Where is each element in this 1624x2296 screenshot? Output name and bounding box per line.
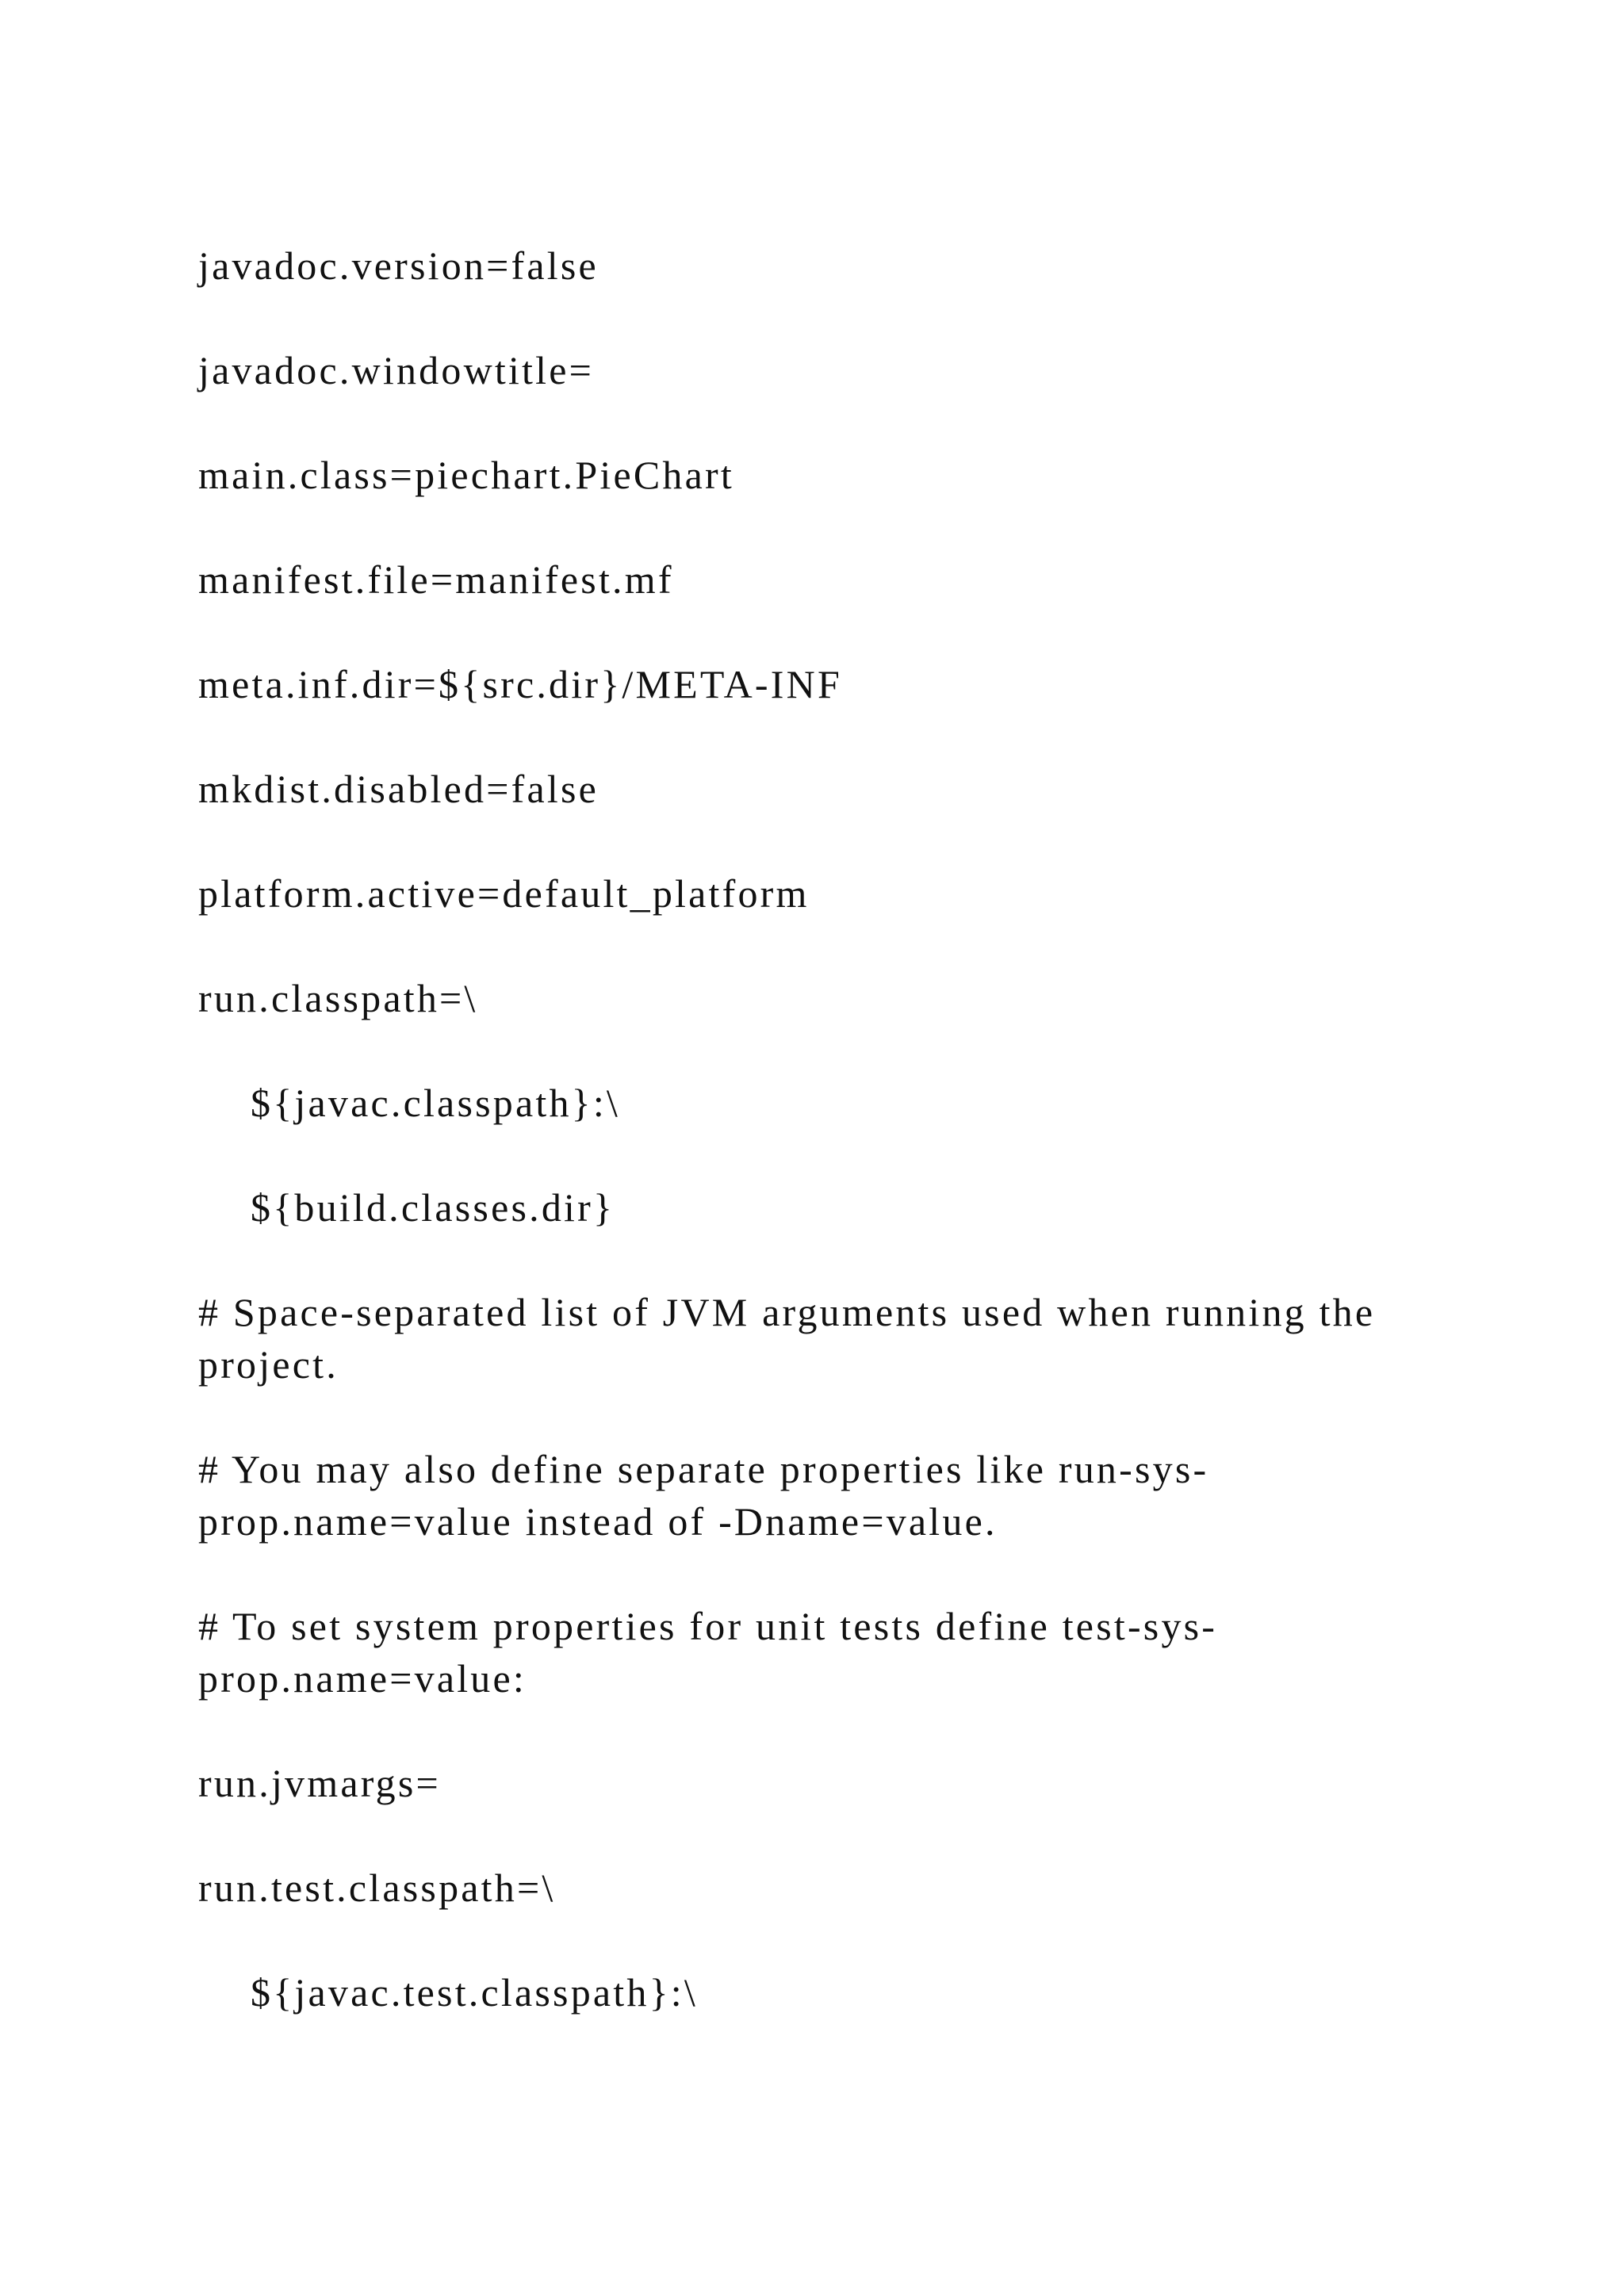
property-line: run.test.classpath=\ <box>198 1866 556 1910</box>
property-line: main.class=piechart.PieChart <box>198 453 734 497</box>
property-line: meta.inf.dir=${src.dir}/META-INF <box>198 662 842 706</box>
property-line: platform.active=default_platform <box>198 871 810 916</box>
property-continuation-line: ${javac.classpath}:\ <box>251 1081 621 1125</box>
property-continuation-line: ${build.classes.dir} <box>251 1185 615 1230</box>
property-line: javadoc.version=false <box>198 243 599 288</box>
comment-line: # You may also define separate properties like run-sys-prop.name=value instead of -Dname=value. <box>198 1447 1209 1544</box>
comment-line: # Space-separated list of JVM arguments used when running the project. <box>198 1290 1376 1387</box>
comment-line: # To set system properties for unit tests define test-sys-prop.name=value: <box>198 1604 1218 1701</box>
property-line: javadoc.windowtitle= <box>198 348 595 392</box>
property-line: run.classpath=\ <box>198 976 478 1020</box>
property-line: mkdist.disabled=false <box>198 767 599 811</box>
property-continuation-line: ${javac.test.classpath}:\ <box>251 1970 698 2015</box>
property-line: run.jvmargs= <box>198 1761 441 1805</box>
document-body <box>198 239 1435 2071</box>
property-line: manifest.file=manifest.mf <box>198 557 674 602</box>
